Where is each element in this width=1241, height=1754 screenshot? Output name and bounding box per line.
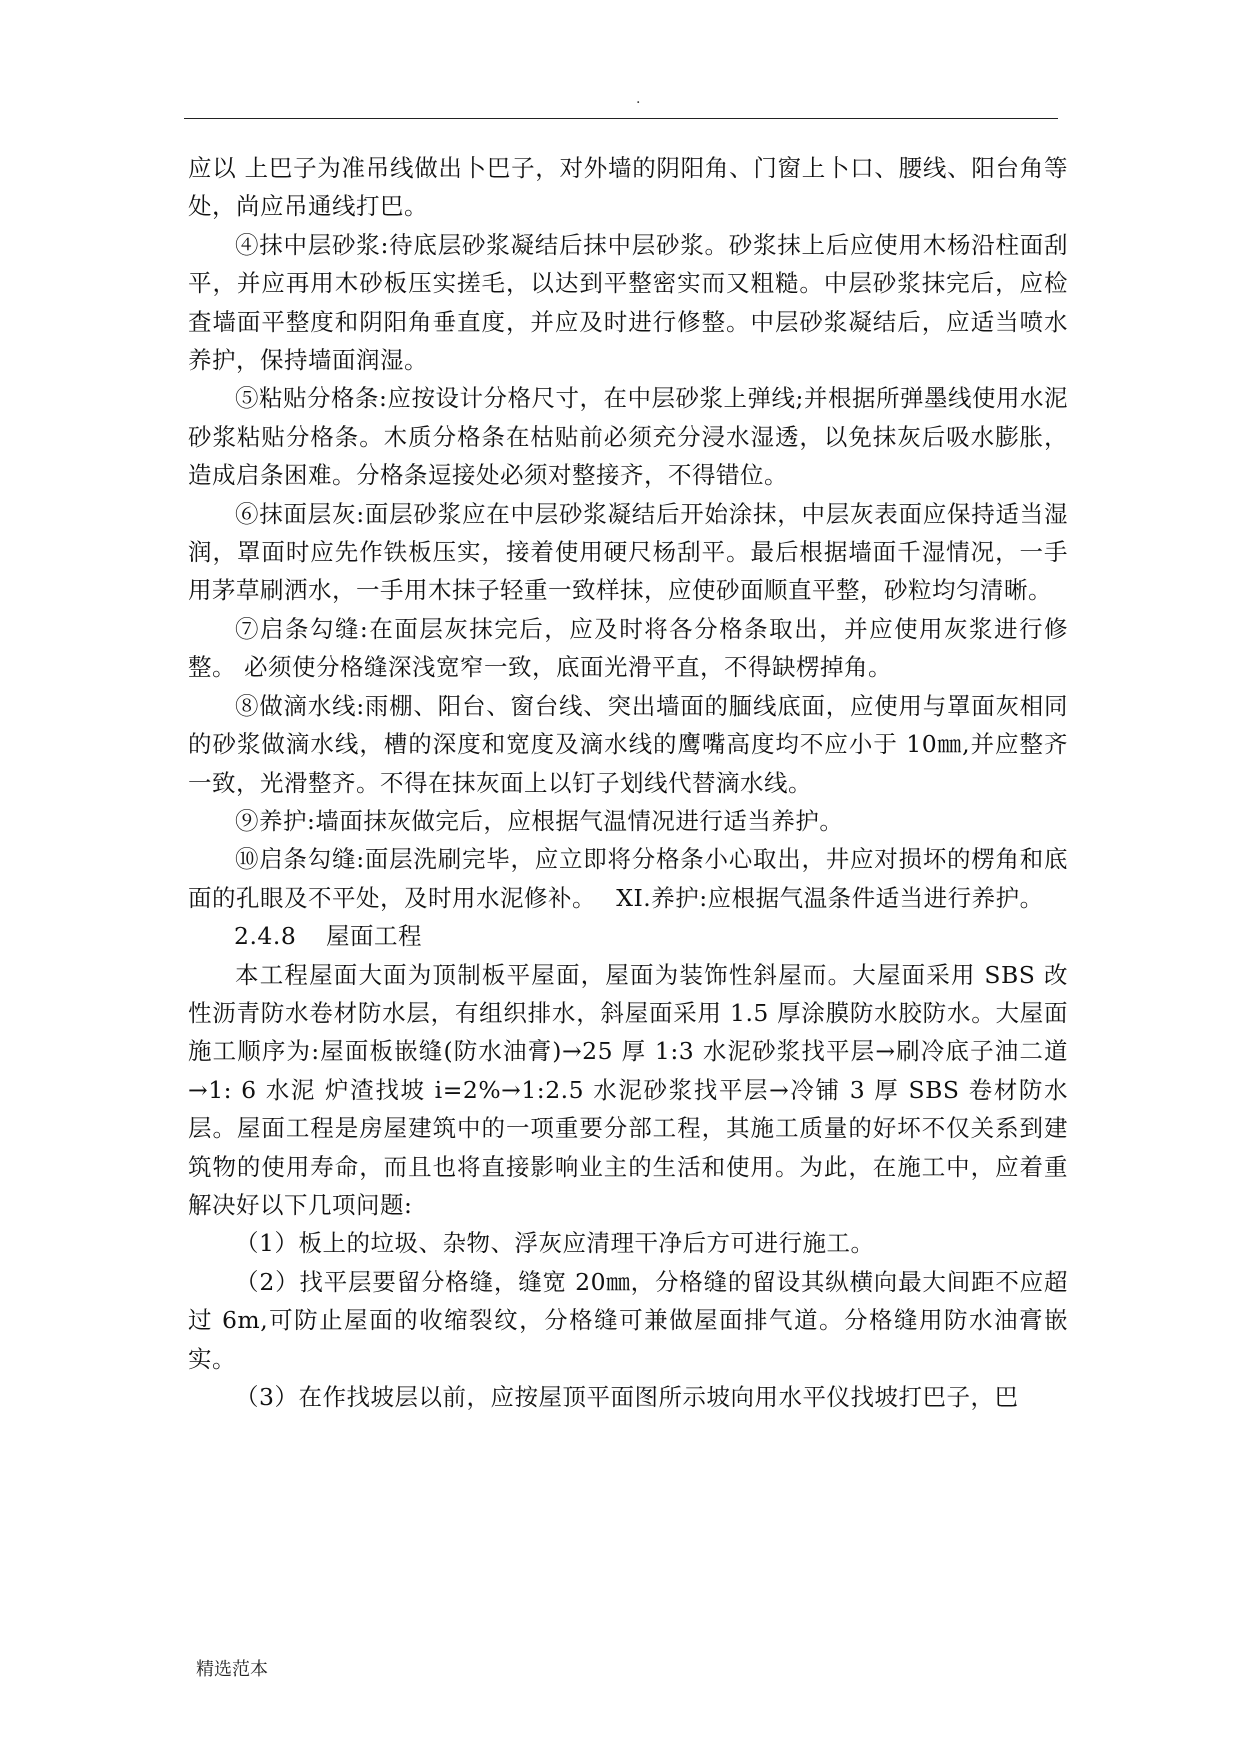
- paragraph-step-10: ⑩启条勾缝:面层洗刷完毕，应立即将分格条小心取出，井应对损坏的楞角和底面的孔眼及不平处，及时用水泥修补。 XI.养护:应根据气温条件适当进行养护。: [188, 845, 1068, 912]
- paragraph-step-9: ⑨养护:墙面抹灰做完后，应根据气温情况进行适当养护。: [235, 806, 844, 835]
- page-footer: 精选范本: [196, 1659, 268, 1680]
- paragraph-roof-item-1: （1）板上的垃圾、杂物、浮灰应清理干净后方可进行施工。: [235, 1229, 875, 1258]
- paragraph-roof-item-2: （2）找平层要留分格缝，缝宽 20㎜，分格缝的留设其纵横向最大间距不应超过 6m,可防止屋面的收缩裂纹，分格缝可兼做屋面排气道。分格缝用防水油膏嵌实。: [188, 1267, 1068, 1373]
- paragraph-continued: 应以 上巴子为准吊线做出卜巴子，对外墙的阴阳角、门窗上卜口、腰线、阳台角等处，尚应吊通线打巴。: [188, 154, 1068, 221]
- document-body: [188, 149, 1068, 1416]
- paragraph-roof-item-3: （3）在作找坡层以前，应按屋顶平面图所示坡向用水平仪找坡打巴子，巴: [235, 1383, 1019, 1411]
- paragraph-step-4: ④抹中层砂浆:待底层砂浆凝结后抹中层砂浆。砂浆抹上后应使用木杨沿柱面刮平，并应再用木砂板压实搓毛，以达到平整密实而又粗糙。中层砂浆抹完后，应检査墙面平整度和阴阳角垂直度，并应及时进行修整。中层砂浆凝结后，应适当喷水养护，保持墙面润湿。: [188, 230, 1068, 375]
- paragraph-step-5: ⑤粘贴分格条:应按设计分格尺寸，在中层砂浆上弹线;并根据所弹墨线使用水泥砂浆粘贴分格条。木质分格条在枯贴前必须充分浸水湿透，以免抹灰后吸水膨胀，造成启条困难。分格条逗接处必须对整接齐，不得错位。: [188, 384, 1068, 490]
- paragraph-step-7: ⑦启条勾缝:在面层灰抹完后，应及时将各分格条取出，并应使用灰浆进行修整。 必须使分格缝深浅宽窄一致，底面光滑平直，不得缺楞掉角。: [188, 614, 1068, 682]
- paragraph-roof-overview: 本工程屋面大面为顶制板平屋面，屋面为装饰性斜屋而。大屋面采用 SBS 改性沥青防水卷材防水层，有组织排水，斜屋面采用 1.5 厚涂膜防水胶防水。大屋面施工顺序为:屋面板嵌缝(防水油膏)→25 厚 1:3 水泥砂浆找平层→刷冷底子油二道→1: 6 水泥 炉渣找坡 i=2%→1:2.5 水泥砂浆找平层→冷铺 3 厚 SBS 卷材防水层。屋面工程是房屋建筑中的一项重要分部工程，其施工质量的好坏不仅关系到建筑物的使用寿命，而且也将直接影响业主的生活和使用。为此，在施工中，应着重解决好以下几项问题:: [188, 960, 1068, 1219]
- paragraph-step-6: ⑥抹面层灰:面层砂浆应在中层砂浆凝结后开始涂抹，中层灰表面应保持适当湿润，罩面时应先作铁板压实，接着使用硬尺杨刮平。最后根据墙面千湿情况，一手用茅草刷洒水，一手用木抹子轻重一致样抹，应使砂面顺直平整，砂粒均匀清晰。: [188, 499, 1068, 605]
- paragraph-step-8: ⑧做滴水线:雨棚、阳台、窗台线、突出墙面的腼线底面，应使用与罩面灰相同的砂浆做滴水线，槽的深度和宽度及滴水线的鹰嘴高度均不应小于 10㎜,并应整齐一致，光滑整齐。不得在抹灰面上以钉子划线代替滴水线。: [188, 691, 1068, 797]
- header-rule: [184, 118, 1058, 119]
- section-heading: [188, 917, 1068, 955]
- section-number: 2.4.8: [234, 922, 297, 951]
- header-mark: .: [636, 91, 641, 107]
- section-title: 屋面工程: [326, 922, 422, 951]
